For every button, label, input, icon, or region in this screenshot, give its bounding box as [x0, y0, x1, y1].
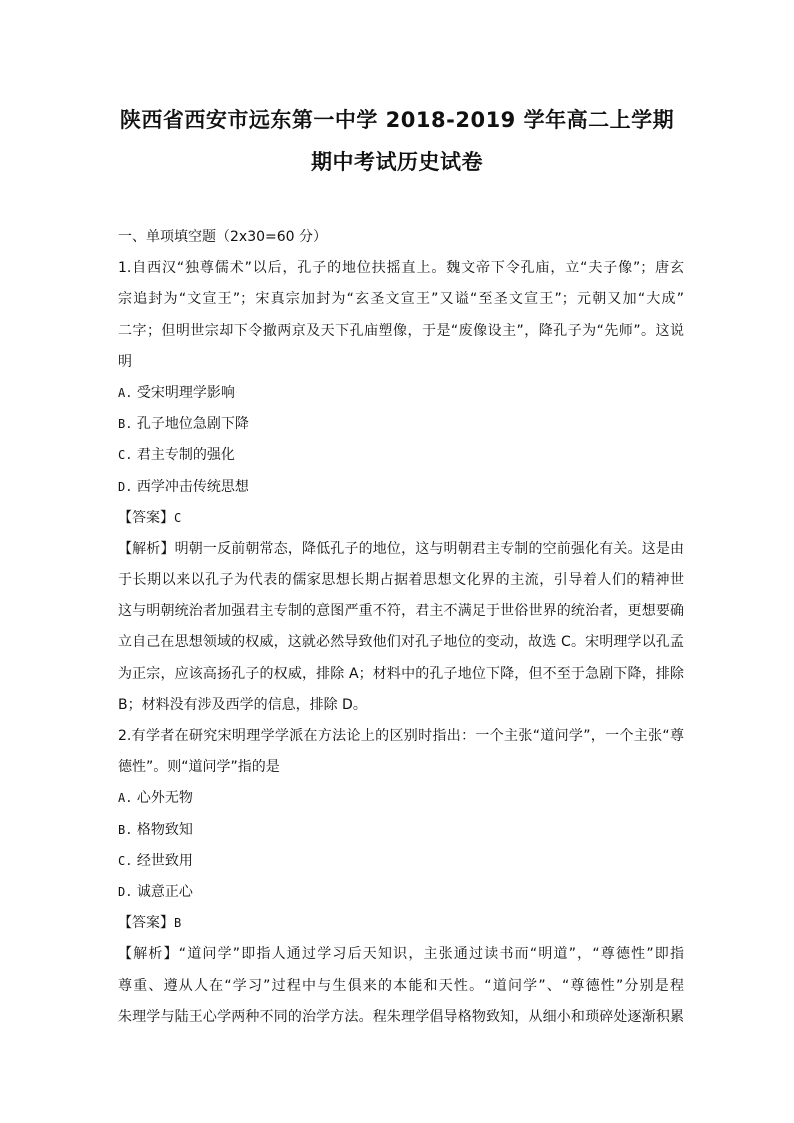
q1-analysis-line: 为正宗，应该高扬孔子的权威，排除 A；材料中的孔子地位下降，但不至于急剧下降，排除 [118, 665, 684, 682]
exam-content [118, 222, 684, 1033]
q2-analysis-line: 【解析】“道问学”即指人通过学习后天知识，主张通过读书而“明道”，“尊德性”即指 [118, 946, 684, 963]
q1-stem-line: 明 [118, 353, 132, 370]
option-key: B. [118, 417, 133, 432]
section-heading: 一、单项填空题（2x30=60 分） [118, 229, 328, 245]
option-text: 受宋明理学影响 [136, 384, 235, 401]
q2-stem-line: 2.有学者在研究宋明理学学派在方法论上的区别时指出：一个主张“道问学”，一个主张“尊 [118, 728, 684, 744]
option-key: A. [118, 791, 133, 806]
q1-option-c [118, 440, 684, 471]
q2-stem-line: 德性”。则“道问学”指的是 [118, 759, 280, 776]
option-key: C. [118, 448, 133, 463]
option-text: 君主专制的强化 [136, 447, 235, 464]
answer-value: C [174, 510, 182, 525]
option-key: B. [118, 822, 133, 837]
option-key: D. [118, 479, 133, 494]
q1-answer [118, 503, 684, 534]
q2-analysis-line: 朱理学与陆王心学两种不同的治学方法。程朱理学倡导格物致知，从细小和琐碎处逐渐积累 [118, 1008, 684, 1025]
q1-analysis-line: 这与明朝统治者加强君主专制的意图严重不符，君主不满足于世俗世界的统治者，更想要确 [118, 603, 684, 620]
q1-stem-line: 宗追封为“文宣王”；宋真宗加封为“玄圣文宣王”又谥“至圣文宣王”；元朝又加“大成” [118, 291, 684, 308]
option-text: 孔子地位急剧下降 [136, 416, 249, 433]
q1-stem-line: 1.自西汉“独尊儒术”以后，孔子的地位扶摇直上。魏文帝下令孔庙，立“夫子像”；唐玄 [118, 260, 684, 277]
q2-option-c [118, 846, 684, 877]
q2-answer [118, 908, 684, 939]
q1-analysis-line: 立自己在思想领域的权威，这就必然导致他们对孔子地位的变动，故选 C。宋明理学以孔孟 [118, 634, 684, 651]
q1-analysis-line: 【解析】明朝一反前朝常态，降低孔子的地位，这与明朝君主专制的空前强化有关。这是由 [118, 540, 684, 557]
option-text: 经世致用 [136, 852, 193, 869]
q1-option-b [118, 409, 684, 440]
q1-option-a [118, 378, 684, 409]
answer-label: 【答案】 [118, 915, 174, 932]
exam-title-line1: 陕西省西安市远东第一中学 2018-2019 学年高二上学期 [119, 108, 675, 132]
q1-option-d [118, 472, 684, 503]
q2-analysis-line: 尊重、遵从人在“学习”过程中与生俱来的本能和天性。“道问学”、“尊德性”分别是程 [118, 977, 684, 994]
q2-option-b [118, 815, 684, 846]
option-text: 格物致知 [136, 821, 193, 838]
exam-title-line2: 期中考试历史试卷 [311, 150, 483, 174]
q1-analysis-line: 于长期以来以孔子为代表的儒家思想长期占据着思想文化界的主流，引导着人们的精神世 [118, 572, 684, 589]
option-text: 诚意正心 [136, 883, 193, 900]
q1-analysis-line: B；材料没有涉及西学的信息，排除 D。 [118, 696, 367, 713]
answer-label: 【答案】 [118, 509, 174, 526]
option-text: 心外无物 [136, 790, 193, 807]
option-key: D. [118, 884, 133, 899]
option-key: C. [118, 853, 133, 868]
q2-option-a [118, 783, 684, 814]
q2-option-d [118, 877, 684, 908]
option-key: A. [118, 385, 133, 400]
answer-value: B [174, 916, 182, 931]
q1-stem-line: 二字；但明世宗却下令撤两京及天下孔庙塑像，于是“废像设主”，降孔子为“先师”。这说 [118, 322, 684, 339]
option-text: 西学冲击传统思想 [136, 478, 249, 495]
